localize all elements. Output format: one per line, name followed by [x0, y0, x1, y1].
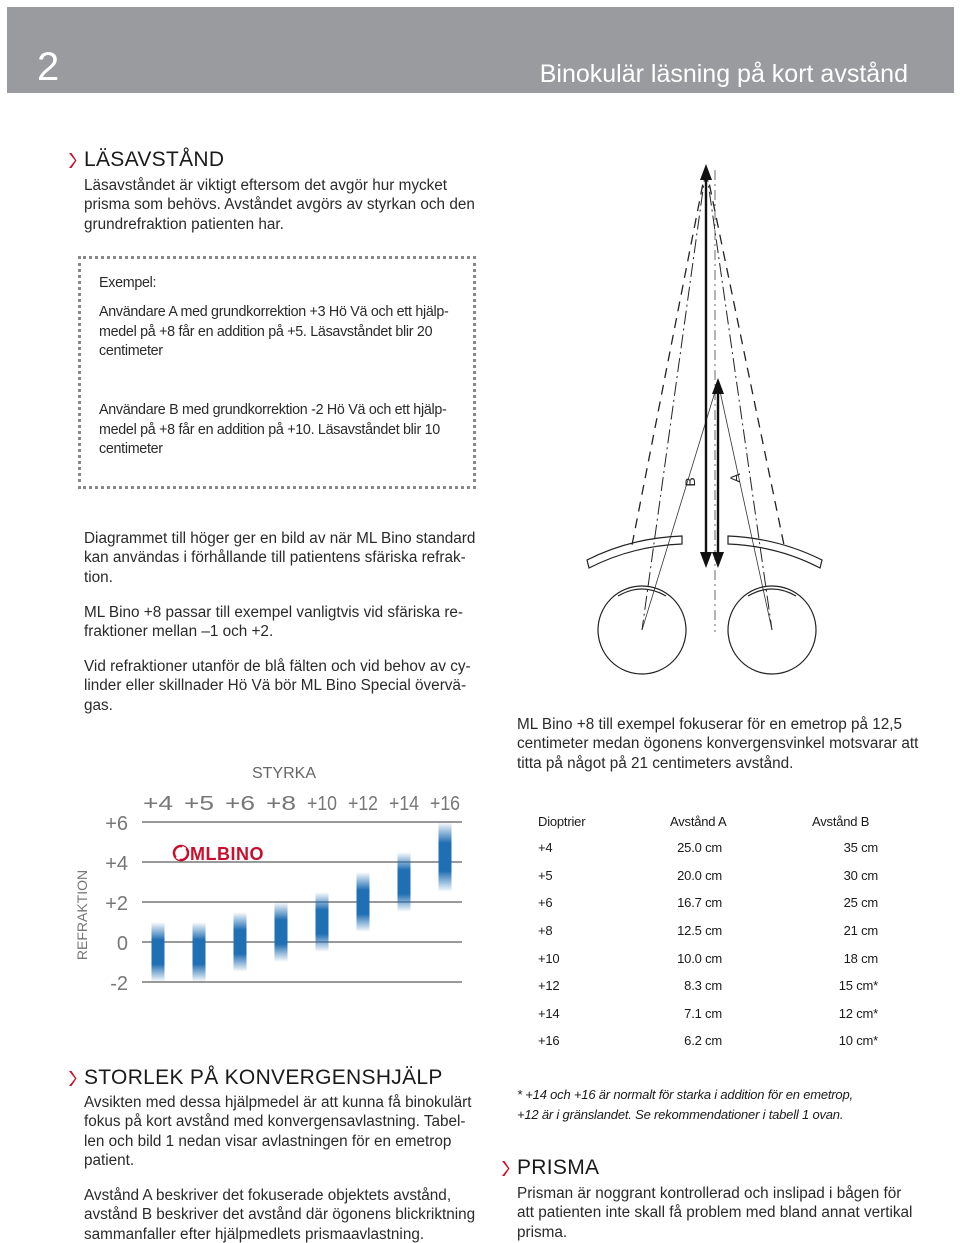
- range-bar-plus12: [357, 872, 370, 932]
- table-cell: 18 cm: [843, 950, 878, 966]
- table-row: [530, 917, 882, 945]
- lens-right: [728, 536, 822, 568]
- range-bar-plus8: [275, 902, 288, 962]
- table-row: [530, 834, 882, 862]
- table-row: [530, 862, 882, 890]
- page-header: [7, 7, 954, 93]
- table-cell: +8: [538, 923, 553, 939]
- prisma-text: Prisman är noggrant kontrollerad och inslipad i bågen för att patienten inte skall få problem med bland annat vertikal prisma.: [517, 1185, 913, 1241]
- diagram-text-1: Diagrammet till höger ger en bild av när ML Bino standard kan användas i förhållande till patientens sfäriska refrak- tion.: [84, 530, 476, 586]
- table-cell: +5: [538, 867, 553, 883]
- table-cell: 30 cm: [843, 867, 878, 883]
- diagram-text-2: ML Bino +8 passar till exempel vanligtvis vid sfäriska re- fraktioner mellan –1 och +2.: [84, 604, 464, 641]
- x-tick-label: +16: [430, 793, 460, 815]
- table-cell: +10: [538, 950, 560, 966]
- table-row: [530, 1000, 882, 1028]
- x-tick-label: +6: [225, 793, 255, 815]
- range-bar-plus16: [439, 822, 452, 892]
- table-row: [530, 944, 882, 972]
- range-bar-plus5: [193, 922, 206, 982]
- table-cell: 21 cm: [843, 923, 878, 939]
- example-label: Exempel:: [99, 275, 157, 291]
- table-header-row: Dioptrier Avstånd A Avstånd B: [538, 813, 870, 829]
- table-cell: 10.0 cm: [677, 950, 722, 966]
- table-cell: 12.5 cm: [677, 923, 722, 939]
- table-cell: +4: [538, 840, 553, 856]
- lasavstand-heading: LÄSAVSTÅND: [68, 148, 224, 172]
- sight-line-left: [642, 168, 706, 630]
- range-bar-plus10: [316, 892, 329, 952]
- label-a: A: [727, 473, 743, 483]
- storlek-text-1: Avsikten med dessa hjälpmedel är att kunna få binokulärt fokus på kort avstånd med konvergensavlastning. Tabel- len och bild 1 nedan visar avlastningen för en emetrop patient.: [84, 1094, 472, 1170]
- lasavstand-text: Läsavståndet är viktigt eftersom det avgör hur mycket prisma som behövs. Avståndet avgörs av styrkan och den grundrefraktion patienten har.: [84, 177, 475, 233]
- range-bar-plus4: [152, 922, 165, 982]
- range-bar-plus6: [234, 912, 247, 972]
- table-cell: +16: [538, 1033, 560, 1049]
- table-row: [530, 889, 882, 917]
- table-cell: 16.7 cm: [677, 895, 722, 911]
- chevron-icon: [68, 1070, 77, 1087]
- cornea-right: [748, 589, 796, 596]
- table-cell: 6.2 cm: [684, 1033, 722, 1049]
- table-cell: 20.0 cm: [677, 867, 722, 883]
- range-bar-plus14: [398, 852, 411, 912]
- y-tick-label: +6: [105, 813, 128, 835]
- arrow-b-head-bottom: [700, 552, 712, 568]
- chart-x-ticks: [143, 793, 460, 815]
- footnote: * +14 och +16 är normalt för starka i addition för en emetrop, +12 är i gränslandet. Se rekommendationer i tabell 1 ovan.: [517, 1087, 853, 1122]
- table-row: [530, 972, 882, 1000]
- table-cell: 7.1 cm: [684, 1005, 722, 1021]
- prisma-heading: PRISMA: [501, 1156, 599, 1180]
- chart-y-ticks: [105, 813, 128, 995]
- chevron-icon: [501, 1160, 510, 1177]
- cornea-left: [618, 589, 666, 596]
- logo-text: MLBINO: [190, 844, 264, 864]
- x-tick-label: +8: [266, 793, 296, 815]
- table-cell: 8.3 cm: [684, 978, 722, 994]
- table-body: [530, 834, 882, 1055]
- example-user-b: Användare B med grundkorrektion -2 Hö Vä och ett hjälp- medel på +8 får en addition på +10. Läsavståndet blir 10 centimeter: [99, 402, 447, 458]
- label-b: B: [682, 477, 698, 487]
- distance-table: [530, 808, 882, 1055]
- convergence-diagram: [560, 160, 920, 680]
- arrow-a-head-bottom: [712, 552, 724, 568]
- lens-left: [587, 536, 682, 568]
- chevron-icon: [68, 152, 77, 169]
- table-cell: 15 cm*: [838, 978, 878, 994]
- table-cell: 35 cm: [843, 840, 878, 856]
- chart-ylabel: REFRAKTION: [74, 869, 90, 961]
- x-tick-label: +4: [143, 793, 173, 815]
- focus-text: ML Bino +8 till exempel fokuserar för en emetrop på 12,5 centimeter medan ögonens konvergensvinkel motsvarar att titta på något på 21 centimeters avstånd.: [517, 716, 919, 772]
- x-tick-label: +12: [348, 793, 378, 815]
- dashed-line-left: [632, 168, 706, 545]
- table-cell: +6: [538, 895, 553, 911]
- page-number: 2: [37, 45, 60, 89]
- mlbino-logo: [174, 844, 264, 864]
- y-tick-label: -2: [110, 973, 128, 995]
- page-title: Binokulär läsning på kort avstånd: [539, 60, 908, 88]
- x-tick-label: +14: [389, 793, 419, 815]
- table-cell: 25.0 cm: [677, 840, 722, 856]
- table-cell: 12 cm*: [838, 1005, 878, 1021]
- focus-line-right: [718, 382, 772, 630]
- table-cell: +12: [538, 978, 560, 994]
- table-row: [530, 1027, 882, 1055]
- y-tick-label: +2: [105, 893, 128, 915]
- arrow-a-head-top: [712, 378, 724, 394]
- example-user-a: Användare A med grundkorrektion +3 Hö Vä och ett hjälp- medel på +8 får en addition på +5. Läsavståndet blir 20 centimeter: [99, 304, 449, 360]
- storlek-text-2: Avstånd A beskriver det fokuserade objektets avstånd, avstånd B beskriver det avstånd där ögonens blickriktning sammanfaller efter hjälpmedlets prismaavlastning.: [84, 1187, 476, 1243]
- refraction-chart: [60, 755, 480, 1005]
- table-cell: +14: [538, 1005, 560, 1021]
- y-tick-label: 0: [116, 933, 128, 955]
- arrow-b-head-top: [700, 164, 712, 180]
- diagram-text-3: Vid refraktioner utanför de blå fälten och vid behov av cy- linder eller skillnader Hö Vä bör ML Bino Special övervä- gas.: [84, 658, 471, 714]
- storlek-heading: STORLEK PÅ KONVERGENSHJÄLP: [68, 1066, 443, 1090]
- table-cell: 25 cm: [843, 895, 878, 911]
- chart-title: STYRKA: [251, 765, 317, 782]
- table-cell: 10 cm*: [838, 1033, 878, 1049]
- x-tick-label: +10: [307, 793, 337, 815]
- x-tick-label: +5: [184, 793, 214, 815]
- y-tick-label: +4: [105, 853, 128, 875]
